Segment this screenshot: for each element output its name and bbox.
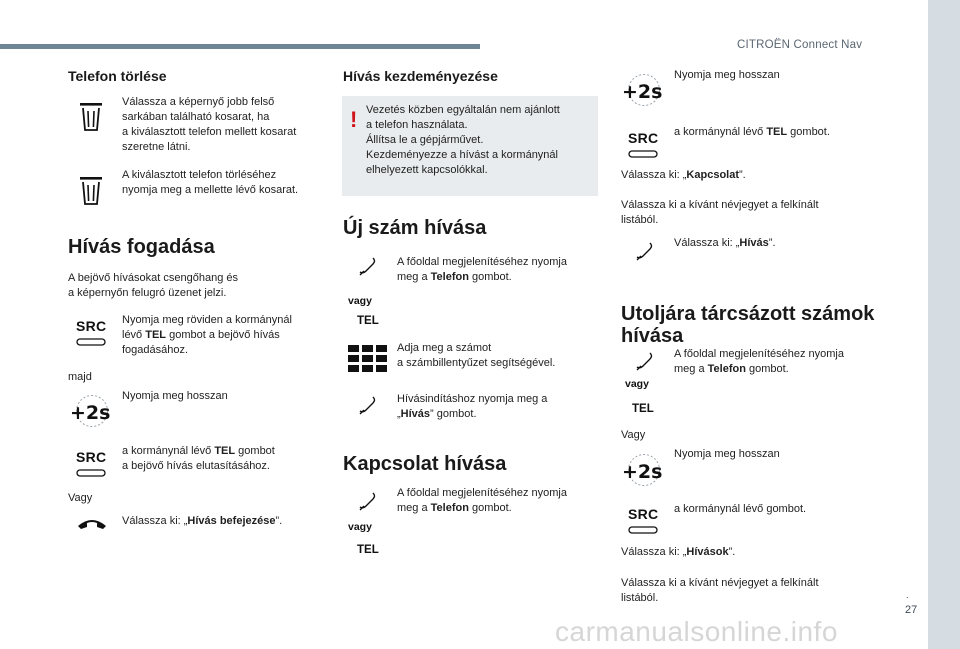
trash-icon	[79, 174, 103, 206]
hangup-icon	[628, 149, 658, 159]
tel-button-label: TEL	[632, 403, 654, 415]
phone-icon	[633, 350, 655, 372]
new-step-2: Adja meg a számot a számbillentyűzet segítségével.	[397, 342, 556, 369]
delete-phone-title: Telefon törlése	[68, 68, 167, 84]
header-rule	[0, 44, 480, 49]
receive-step-2: Nyomja meg hosszan	[122, 390, 228, 402]
tel-button-label: TEL	[357, 315, 379, 327]
phone-icon	[356, 394, 378, 416]
side-tab	[928, 0, 960, 649]
warning-text: Vezetés közben egyáltalán nem ajánlott a telefon használata. Állítsa le a gépjárművet. Kezdeményezze a hívást a kormánynál elhelyezett kapcsolókkal.	[366, 104, 560, 176]
keypad-icon	[348, 345, 388, 373]
hangup-icon	[76, 468, 106, 478]
page-number: 27	[905, 604, 918, 616]
contact-step-3: a kormánynál lévő TEL gombot.	[674, 126, 830, 138]
new-step-1: A főoldal megjelenítéséhez nyomja meg a Telefon gombot.	[397, 256, 567, 283]
src-button-icon: SRC	[76, 318, 110, 352]
or-label: Vagy	[68, 492, 93, 504]
receive-step-3: a kormánynál lévő TEL gombot a bejövő hívás elutasításához.	[122, 445, 275, 472]
src-button-icon: SRC	[76, 449, 110, 483]
redial-step-3: a kormánynál lévő gombot.	[674, 503, 807, 515]
long-press-icon	[620, 453, 664, 487]
hangup-icon	[628, 525, 658, 535]
delete-step-1: Válassza a képernyő jobb felső sarkában található kosarat, ha a kiválasztott telefon mellett kosarat szeretne látni.	[122, 96, 297, 153]
or-label: vagy	[348, 521, 372, 533]
hangup-icon	[76, 337, 106, 347]
contact-step-5: Válassza ki a kívánt névjegyet a felkínált listából.	[621, 199, 819, 226]
or-label: vagy	[625, 378, 649, 390]
new-step-3: Hívásindításhoz nyomja meg a „Hívás” gombot.	[397, 393, 548, 420]
initiate-call-title: Hívás kezdeményezése	[343, 68, 498, 84]
redial-title: Utoljára tárcsázott számok hívása	[621, 303, 875, 347]
contact-call-title: Kapcsolat hívása	[343, 453, 507, 475]
contact-step-4: Válassza ki: „Kapcsolat”.	[621, 169, 746, 181]
receive-call-title: Hívás fogadása	[68, 236, 215, 258]
page-marker: .	[906, 590, 909, 600]
contact-step-1: A főoldal megjelenítéséhez nyomja meg a Telefon gombot.	[397, 487, 567, 514]
tel-button-label: TEL	[357, 544, 379, 556]
svg-text:+2s: +2s	[622, 81, 663, 103]
svg-text:+2s: +2s	[70, 402, 111, 424]
then-label: majd	[68, 371, 92, 383]
redial-step-2: Nyomja meg hosszan	[674, 448, 780, 460]
redial-step-1: A főoldal megjelenítéséhez nyomja meg a Telefon gombot.	[674, 348, 844, 375]
phone-icon	[356, 255, 378, 277]
new-number-title: Új szám hívása	[343, 217, 487, 239]
end-call-icon	[75, 512, 109, 534]
or-label: vagy	[348, 295, 372, 307]
src-button-icon: SRC	[628, 506, 662, 540]
svg-text:+2s: +2s	[622, 461, 663, 483]
long-press-icon	[68, 394, 112, 428]
receive-step-1: Nyomja meg röviden a kormánynál lévő TEL gombot a bejövő hívás fogadásához.	[122, 314, 292, 356]
contact-step-2: Nyomja meg hosszan	[674, 69, 780, 81]
src-button-icon: SRC	[628, 130, 662, 164]
warning-icon: !	[350, 107, 358, 132]
or-label: Vagy	[621, 429, 646, 441]
phone-icon	[633, 240, 655, 262]
delete-step-2: A kiválasztott telefon törléséhez nyomja meg a mellette lévő kosarat.	[122, 169, 299, 196]
receive-intro: A bejövő hívásokat csengőhang és a képernyőn felugró üzenet jelzi.	[68, 272, 239, 299]
trash-icon	[79, 100, 103, 132]
header-title: CITROËN Connect Nav	[737, 39, 863, 51]
redial-step-4: Válassza ki: „Hívások”.	[621, 546, 736, 558]
contact-step-6: Válassza ki: „Hívás”.	[674, 237, 776, 249]
redial-step-5: Válassza ki a kívánt névjegyet a felkínált listából.	[621, 577, 819, 604]
receive-step-4: Válassza ki: „Hívás befejezése”.	[122, 515, 283, 527]
watermark: carmanualsonline.info	[555, 616, 838, 647]
phone-icon	[356, 490, 378, 512]
long-press-icon	[620, 73, 664, 107]
